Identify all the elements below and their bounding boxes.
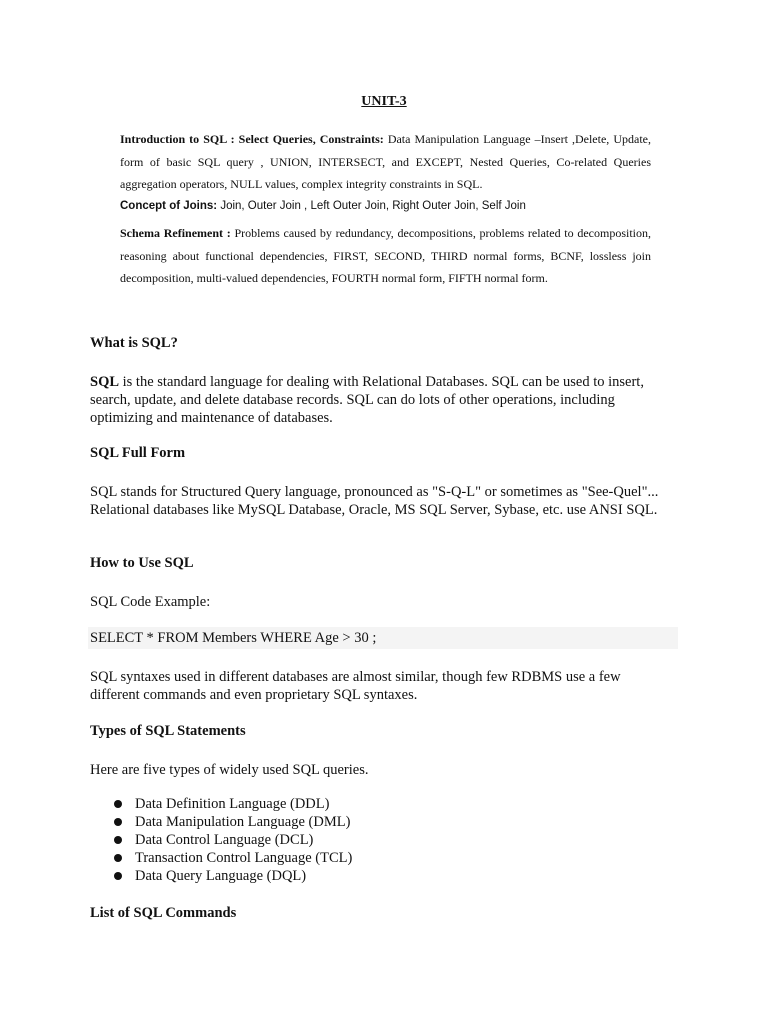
sql-types-list (112, 795, 352, 885)
syllabus-schema-text: Problems caused by redundancy, decompositions, problems related to decomposition, reasoning about functional dependencies, FIRST, SECOND, THIRD normal forms, BCNF, lossless join decomposition, multi-valued dependencies, FOURTH normal form, FIFTH normal form. (120, 226, 651, 285)
what-is-sql-text: is the standard language for dealing with Relational Databases. SQL can be used to insert, search, update, and delete database records. SQL can do lots of other operations, including optimizing and maintenance of databases. (90, 374, 644, 426)
bullet-icon (114, 800, 122, 808)
code-example: SELECT * FROM Members WHERE Age > 30 ; (88, 627, 678, 649)
syllabus-joins-label: Concept of Joins: (120, 200, 218, 212)
bullet-icon (114, 854, 122, 862)
how-to-use-heading: How to Use SQL (90, 555, 194, 571)
syllabus-joins (120, 196, 651, 216)
unit-title: UNIT-3 (361, 94, 407, 109)
what-is-sql-heading: What is SQL? (90, 335, 178, 351)
sql-full-form-heading: SQL Full Form (90, 445, 186, 461)
list-item-text: Data Query Language (DQL) (135, 868, 307, 884)
types-intro: Here are five types of widely used SQL queries. (90, 762, 369, 778)
syllabus-schema (120, 222, 651, 290)
list-item-text: Data Control Language (DCL) (135, 832, 314, 848)
list-item-text: Data Definition Language (DDL) (135, 796, 330, 812)
syllabus-intro (120, 128, 651, 196)
bullet-icon (114, 818, 122, 826)
list-item-text: Data Manipulation Language (DML) (135, 814, 351, 830)
sql-commands-heading: List of SQL Commands (90, 905, 237, 921)
list-item (112, 813, 352, 831)
what-is-sql-lead: SQL (90, 374, 120, 390)
list-item (112, 831, 352, 849)
syntax-note-paragraph: SQL syntaxes used in different databases are almost similar, though few RDBMS use a few different commands and even proprietary SQL syntaxes. (90, 669, 621, 703)
what-is-sql-paragraph (90, 373, 670, 427)
syllabus-joins-text: Join, Outer Join , Left Outer Join, Right Outer Join, Self Join (217, 200, 526, 212)
syllabus-intro-text: Data Manipulation Language –Insert ,Delete, Update, form of basic SQL query , UNION, INTERSECT, and EXCEPT, Nested Queries, Co-related Queries aggregation operators, NULL values, complex integrity constraints in SQL. (120, 132, 651, 191)
bullet-icon (114, 872, 122, 880)
types-heading: Types of SQL Statements (90, 723, 246, 739)
bullet-icon (114, 836, 122, 844)
sql-full-form-paragraph: SQL stands for Structured Query language, pronounced as "S-Q-L" or sometimes as "See-Quel"... Relational databases like MySQL Database, Oracle, MS SQL Server, Sybase, etc. use ANSI SQL. (90, 484, 659, 518)
code-example-label: SQL Code Example: (90, 594, 211, 610)
list-item-text: Transaction Control Language (TCL) (135, 850, 353, 866)
list-item (112, 795, 352, 813)
syllabus-intro-label: Introduction to SQL : Select Queries, Constraints: (120, 132, 384, 146)
list-item (112, 867, 352, 885)
syllabus-schema-label: Schema Refinement : (120, 226, 231, 240)
list-item (112, 849, 352, 867)
